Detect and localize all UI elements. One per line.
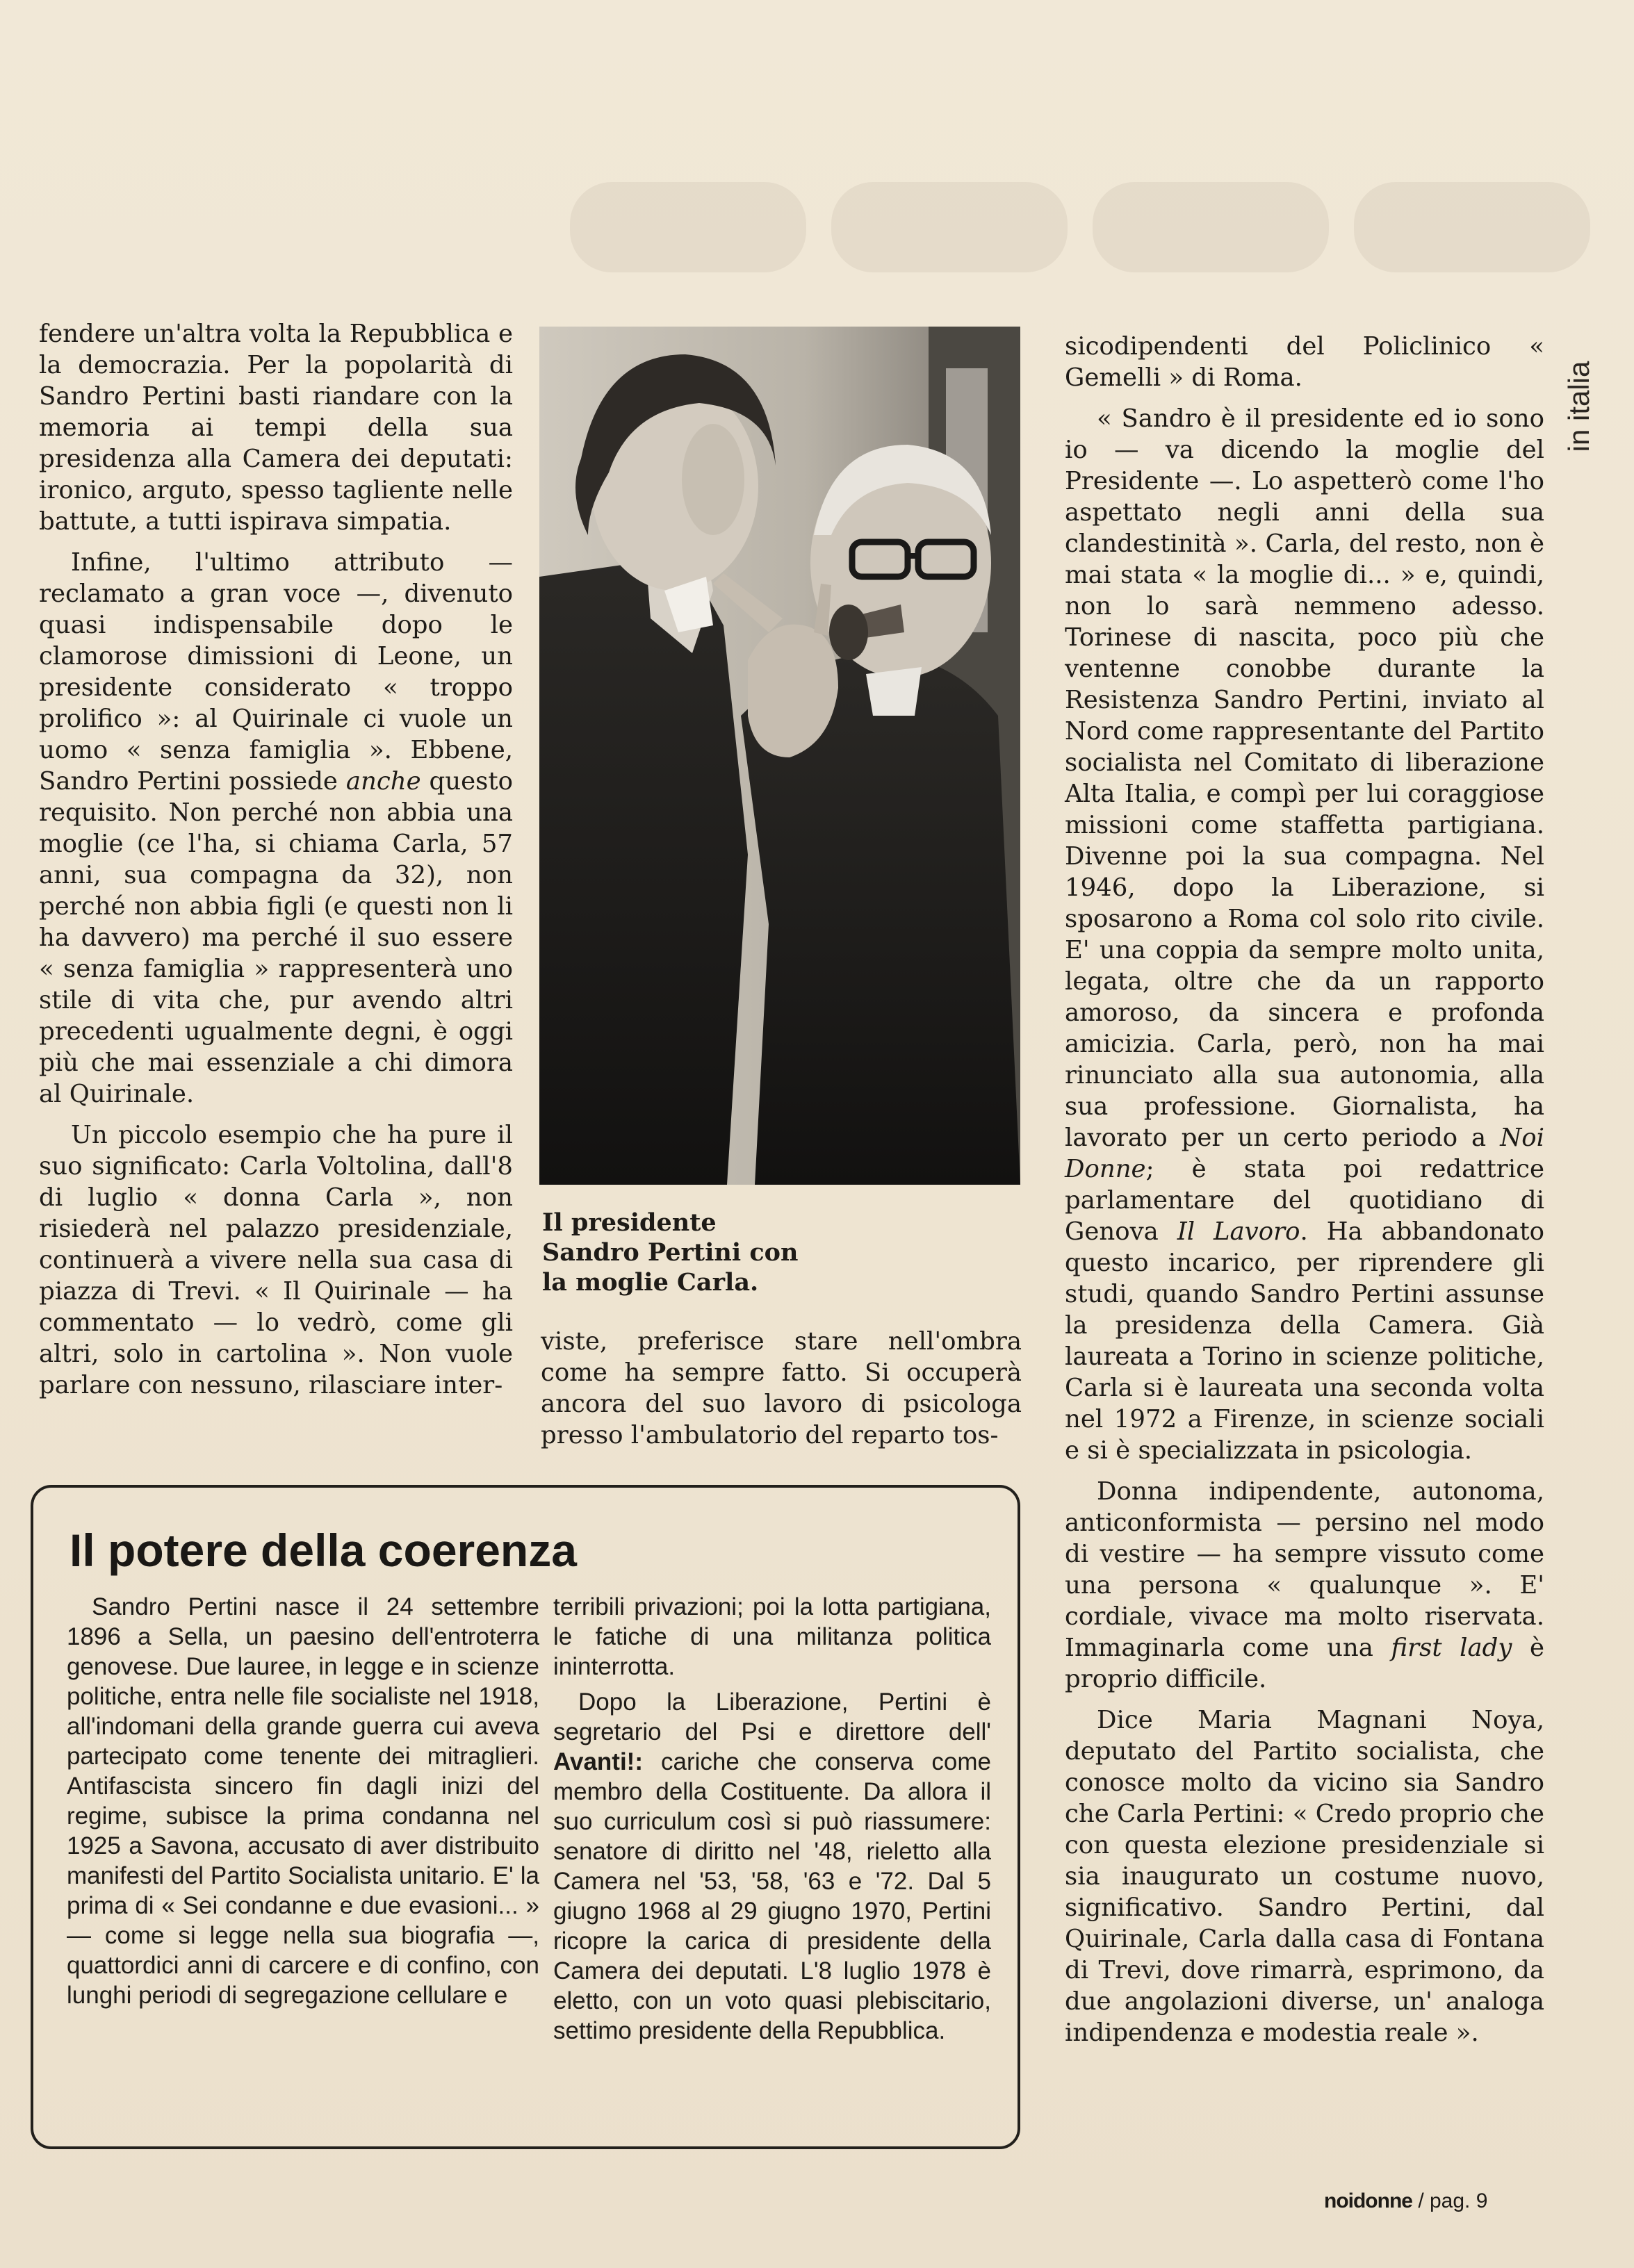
article-paragraph: viste, preferisce stare nell'ombra come ha sempre fatto. Si occuperà ancora del suo lavoro di psicologa presso l'ambulatorio del reparto tos- <box>541 1327 1022 1449</box>
article-column-middle <box>541 1326 1022 1461</box>
box-paragraph: Sandro Pertini nasce il 24 settembre 1896 a Sella, un paesino dell'entroterra genovese. Due lauree, in legge e in scienze politiche, entra nelle file socialiste nel 1918, all'indomani della grande guerra cui aveva partecipato come tenente dei mitraglieri. Antifascista sincero fin dagli inizi del regime, subisce la prima condanna nel 1925 a Savona, accusato di aver distribuito manifesti del Partito Socialista unitario. E' la prima di « Sei condanne e due evasioni... » — come si legge nella sua biografia —, quattordici anni di carcere e di confino, con lunghi periodi di segregazione cellulare e <box>67 1593 539 2009</box>
box-paragraph: terribili privazioni; poi la lotta partigiana, le fatiche di una militanza politica ininterrotta. <box>553 1593 991 1680</box>
section-label: in italia <box>1562 361 1595 452</box>
caption-line: Il presidente <box>542 1208 717 1237</box>
publication-title: Noi Donne <box>1065 1124 1544 1183</box>
article-paragraph: fendere un'altra volta la Repubblica e la democrazia. Per la popolarità di Sandro Pertini basti riandare con la memoria ai tempi della sua presidenza alla Camera dei deputati: ironico, arguto, spesso tagliente nelle battute, a tutti ispirava simpatia. <box>39 320 513 536</box>
article-paragraph: Infine, l'ultimo attributo — reclamato a gran voce —, divenuto quasi indispensabile dopo le clamorose dimissioni di Leone, un presidente considerato « troppo prolifico »: al Quirinale ci vuole un uomo « senza famiglia ». Ebbene, Sandro Pertini possiede anche questo requisito. Non perché non abbia una moglie (ce l'ha, si chiama Carla, 57 anni, sua compagna da 32), non perché non abbia figli (e questi non li ha davvero) ma perché il suo essere « senza famiglia » rappresenterà uno stile di vita che, pur avendo altri precedenti ugualmente degni, è oggi più che mai essenziale a chi dimora al Quirinale. <box>39 548 513 1108</box>
emphasis: anche <box>345 767 421 796</box>
caption-line: Sandro Pertini con <box>542 1238 799 1267</box>
article-paragraph: sicodipendenti del Policlinico « Gemelli » di Roma. <box>1065 332 1544 392</box>
caption-line: la moglie Carla. <box>542 1268 759 1297</box>
box-title: Il potere della coerenza <box>70 1525 577 1576</box>
article-paragraph: Un piccolo esempio che ha pure il suo significato: Carla Voltolina, dall'8 di luglio « donna Carla », non risiederà nel palazzo presidenziale, continuerà a vivere nella sua casa di piazza di Trevi. « Il Quirinale — ha commentato — lo vedrò, come gli altri, solo in cartolina ». Non vuole parlare con nessuno, rilasciare inter- <box>39 1121 513 1399</box>
article-paragraph: Dice Maria Magnani Noya, deputato del Partito socialista, che conosce molto da vicino sia Sandro che Carla Pertini: « Credo proprio che con questa elezione presidenziale si sia inaugurato un costume nuovo, significativo. Sandro Pertini, dal Quirinale, Carla dalla casa di Fontana di Trevi, dove rimarrà, esprimono, da due angolazioni diverse, un' analoga indipendenza e modestia reale ». <box>1065 1706 1544 2047</box>
page-footer <box>1324 2186 1533 2217</box>
emphasis: first lady <box>1391 1634 1512 1662</box>
article-paragraph: Donna indipendente, autonoma, anticonformista — persino nel modo di vestire — ha sempre vissuto come una persona « qualunque ». E' cordiale, vivace ma molto riservata. Immaginarla come una first lady è proprio difficile. <box>1065 1477 1544 1693</box>
newspaper-name: Avanti!: <box>553 1748 643 1775</box>
sidebar-box-biography <box>31 1485 1020 2149</box>
section-tab <box>1551 327 1607 486</box>
box-column-left <box>67 1592 539 2016</box>
box-column-right <box>553 1592 991 2051</box>
box-paragraph: Dopo la Liberazione, Pertini è segretario del Psi e direttore dell' Avanti!: cariche che conserva come membro della Costituente. Da allora il suo curriculum così si può riassumere: senatore di diritto nel '48, rieletto alla Camera nel '53, '58, '63 e '72. Dal 5 giugno 1968 al 29 giugno 1970, Pertini ricopre la carica di presidente della Camera dei deputati. L'8 luglio 1978 è eletto, con un voto quasi plebiscitario, settimo presidente della Repubblica. <box>553 1688 991 2044</box>
article-column-left <box>39 318 513 1411</box>
photo-pertini-and-wife <box>539 327 1020 1185</box>
faded-headline-bleedthrough <box>570 160 1612 278</box>
photo-illustration <box>539 327 1020 1185</box>
publication-title: Il Lavoro <box>1177 1217 1300 1246</box>
photo-caption <box>542 1208 1001 1297</box>
magazine-name: noidonne <box>1324 2189 1412 2212</box>
article-paragraph: « Sandro è il presidente ed io sono io — va dicendo la moglie del Presidente —. Lo aspetterò come l'ho aspettato negli anni della sua clandestinità ». Carla, del resto, non è mai stata « la moglie di... » e, quindi, non lo sarà nemmeno adesso. Torinese di nascita, poco più che ventenne conobbe durante la Resistenza Sandro Pertini, inviato al Nord come rappresentante del Partito socialista nel Comitato di liberazione Alta Italia, e compì per lui coraggiose missioni come staffetta partigiana. Divenne poi la sua compagna. Nel 1946, dopo la Liberazione, si sposarono a Roma col solo rito civile. E' una coppia da sempre molto unita, legata, oltre che da un rapporto amoroso, da sincera e profonda amicizia. Carla, però, non ha mai rinunciato alla sua autonomia, alla sua professione. Giornalista, ha lavorato per un certo periodo a Noi Donne; è stata poi redattrice parlamentare del quotidiano di Genova Il Lavoro. Ha abbandonato questo incarico, per riprendere gli studi, quando Sandro Pertini assunse la presidenza della Camera. Già laureata a Torino in scienze politiche, Carla si è laureata una seconda volta nel 1972 a Firenze, in scienze sociali e si è specializzata in psicologia. <box>1065 404 1544 1465</box>
page-number: / pag. 9 <box>1418 2189 1488 2212</box>
article-column-right <box>1065 331 1544 2058</box>
